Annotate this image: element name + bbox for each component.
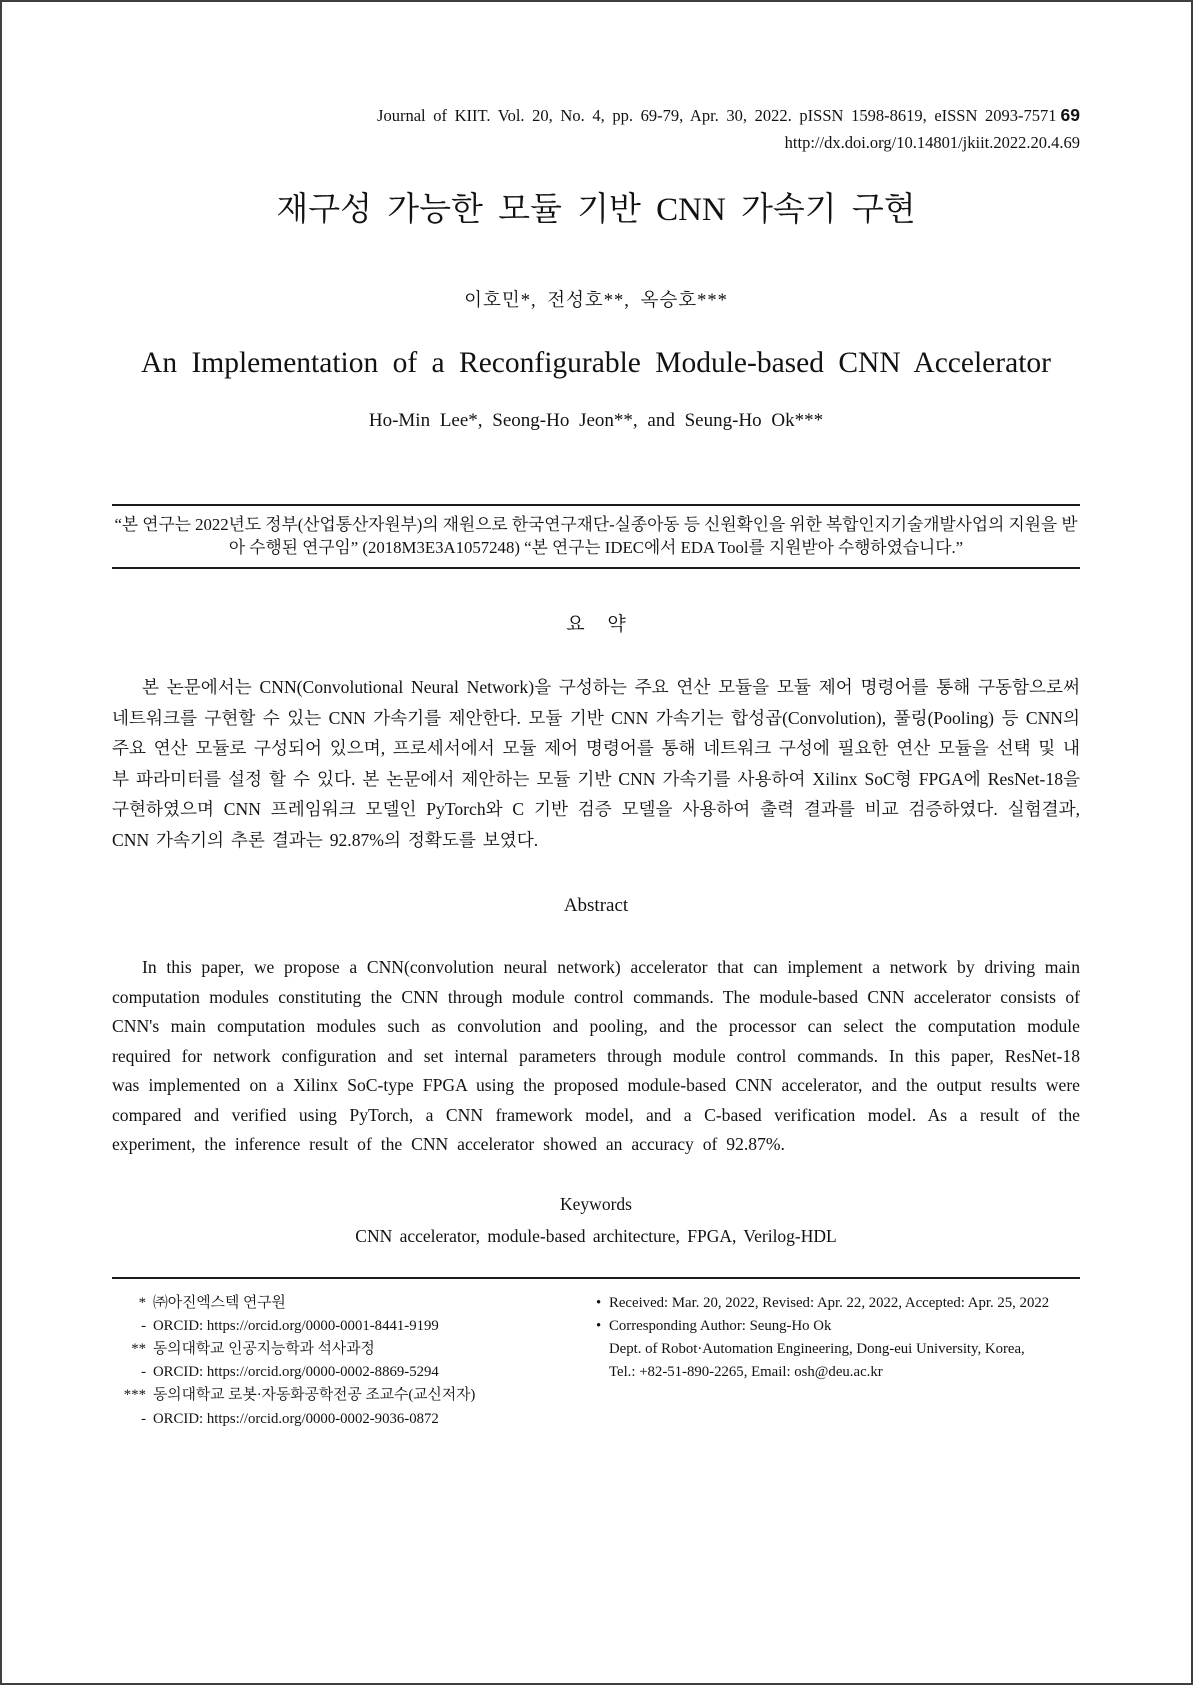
footnote-marker: ** — [131, 1340, 146, 1357]
footnote-marker: - — [141, 1317, 146, 1334]
footnote-text: 동의대학교 인공지능학과 석사과정 — [153, 1340, 375, 1357]
korean-abstract-heading: 요 약 — [566, 614, 626, 635]
footnote-text: Corresponding Author: Seung-Ho Ok — [609, 1317, 832, 1334]
korean-abstract-body: 본 논문에서는 CNN(Convolutional Neural Network)을 구성하는 주요 연산 모듈을 모듈 제어 명령어를 통해 구동함으로써 네트워크를 구현할 수 있는 CNN 가속기를 제안한다. 모듈 기반 CNN 가속기는 합성곱(Convolution), 풀링(Pooling) 등 CNN의 주요 연산 모듈로 구성되어 있으며, 프로세서에서 모듈 제어 명령어를 통해 네트워크 구성에 필요한 연산 모듈을 선택 및 내부 파라미터를 설정 할 수 있다. 본 논문에서 제안하는 모듈 기반 CNN 가속기를 사용하여 Xilinx SoC형 FPGA에 ResNet-18을 구현하였으며 CNN 프레임워크 모델인 PyTorch와 C 기반 검증 모델을 사용하여 출력 결과를 비교 검증하였다. 실험결과, CNN 가속기의 추론 결과는 92.87%의 정확도를 보였다. — [112, 677, 1080, 850]
journal-header — [112, 102, 1080, 156]
orcid-link[interactable]: ORCID: https://orcid.org/0000-0002-8869-5294 — [153, 1364, 439, 1381]
page-content — [2, 102, 1191, 1431]
footnote-text: ㈜아진엑스텍 연구원 — [153, 1294, 286, 1311]
bullet-icon: • — [596, 1294, 602, 1311]
funding-note: “본 연구는 2022년도 정부(산업통산자원부)의 재원으로 한국연구재단-실종아동 등 신원확인을 위한 복합인지기술개발사업의 지원을 받아 수행된 연구임” (2018M3E3A1057248) “본 연구는 IDEC에서 EDA Tool를 지원받아 수행하였습니다.” — [112, 504, 1080, 569]
doi-link[interactable]: http://dx.doi.org/10.14801/jkiit.2022.20.4.69 — [784, 133, 1080, 152]
footnote-orcid-1 — [112, 1315, 580, 1338]
journal-citation: Journal of KIIT. Vol. 20, No. 4, pp. 69-79, Apr. 30, 2022. pISSN 1598-8619, eISSN 2093-7571 — [377, 106, 1057, 125]
footnote-orcid-2 — [112, 1361, 580, 1384]
orcid-link[interactable]: ORCID: https://orcid.org/0000-0002-9036-0872 — [153, 1410, 439, 1427]
corresponding-contact — [596, 1361, 1080, 1384]
korean-authors: 이호민*, 전성호**, 옥승호*** — [464, 291, 728, 311]
english-abstract-heading: Abstract — [563, 895, 629, 916]
footnote-text: Dept. of Robot·Automation Engineering, Dong-eui University, Korea, — [609, 1340, 1025, 1357]
footnote-marker: * — [138, 1294, 146, 1311]
footnote-marker: - — [141, 1410, 146, 1427]
english-authors: Ho-Min Lee*, Seong-Ho Jeon**, and Seung-Ho Ok*** — [368, 410, 824, 431]
footnote-marker: - — [141, 1364, 146, 1381]
footnote-section — [112, 1277, 1080, 1431]
corresponding-dept — [596, 1338, 1080, 1361]
english-abstract-body: In this paper, we propose a CNN(convolution neural network) accelerator that can implement a network by driving main computation modules constituting the CNN through module control commands. The module-based CNN accelerator consists of CNN's main computation modules such as convolution and pooling, and the processor can select the computation module required for network configuration and set internal parameters through module control commands. In this paper, ResNet-18 was implemented on a Xilinx SoC-type FPGA using the proposed module-based CNN accelerator, and the output results were compared and verified using PyTorch, a CNN framework model, and a C-based verification model. As a result of the experiment, the inference result of the CNN accelerator showed an accuracy of 92.87%. — [112, 957, 1080, 1154]
page-number: 69 — [1060, 105, 1080, 125]
footnote-marker: *** — [123, 1387, 146, 1404]
english-title: An Implementation of a Reconfigurable Module-based CNN Accelerator — [141, 347, 1051, 379]
orcid-link[interactable]: ORCID: https://orcid.org/0000-0001-8441-9199 — [153, 1317, 439, 1334]
footnote-text: Received: Mar. 20, 2022, Revised: Apr. 22, 2022, Accepted: Apr. 25, 2022 — [609, 1294, 1050, 1311]
keywords-list: CNN accelerator, module-based architecture, FPGA, Verilog-HDL — [355, 1225, 837, 1246]
email-link[interactable]: Tel.: +82-51-890-2265, Email: osh@deu.ac.kr — [609, 1364, 883, 1381]
footnote-affiliation-1 — [112, 1292, 580, 1315]
footnote-affiliation-3 — [112, 1384, 580, 1407]
corresponding-author — [596, 1315, 1080, 1338]
footnote-left-column — [112, 1292, 580, 1431]
footnote-affiliation-2 — [112, 1338, 580, 1361]
bullet-icon — [596, 1338, 609, 1361]
footnote-text: 동의대학교 로봇·자동화공학전공 조교수(교신저자) — [153, 1387, 476, 1404]
korean-title: 재구성 가능한 모듈 기반 CNN 가속기 구현 — [276, 192, 916, 228]
keywords-heading: Keywords — [560, 1193, 632, 1214]
bullet-icon: • — [596, 1317, 602, 1334]
received-dates — [596, 1292, 1080, 1315]
footnote-right-column — [580, 1292, 1080, 1431]
bullet-icon — [596, 1361, 609, 1384]
footnote-orcid-3 — [112, 1408, 580, 1431]
